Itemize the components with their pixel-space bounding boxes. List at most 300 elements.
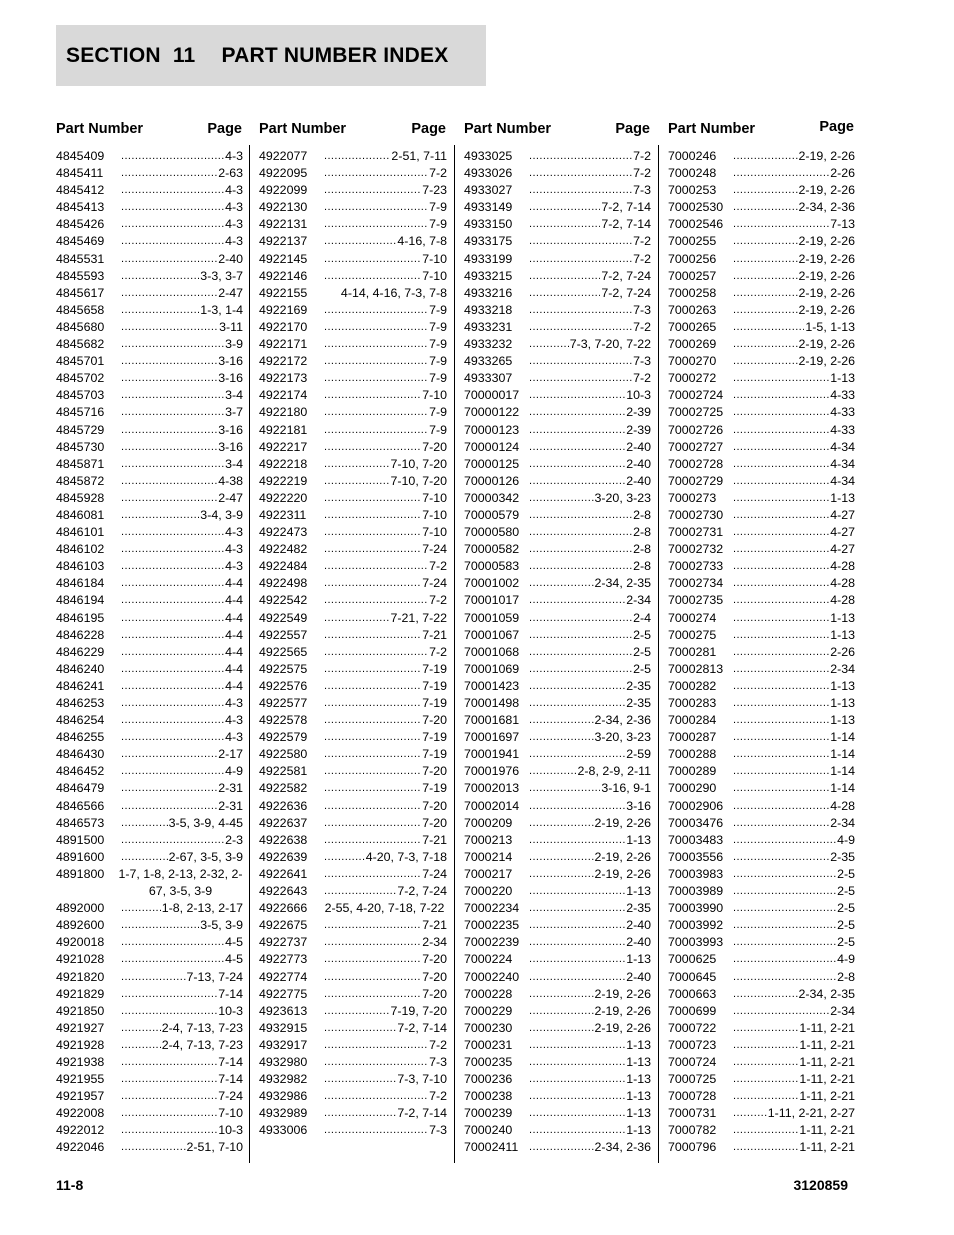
column-divider [658,145,659,1163]
index-entry [56,1088,243,1105]
page-reference: 3-16 [218,371,243,386]
index-column-2 [259,120,447,1139]
part-number: 4845703 [56,388,105,403]
part-number: 4922565 [259,644,308,659]
part-number: 4932915 [259,1020,308,1035]
index-entry [464,473,651,490]
part-number: 4922131 [259,217,308,232]
index-entry [668,917,855,934]
page-reference: 2-19, 2-26 [798,234,855,249]
page-reference: 2-19, 2-26 [594,1003,651,1018]
index-entry [259,148,447,165]
page-reference: 1-13 [626,1089,651,1104]
dot-leader [733,422,829,439]
part-number: 4922008 [56,1106,105,1121]
part-number: 70002530 [668,200,724,215]
part-number: 4846241 [56,678,105,693]
page-reference: 4-9 [225,764,243,779]
part-number: 4922498 [259,576,308,591]
page-reference: 7-10 [422,268,447,283]
dot-leader [121,387,224,404]
index-entry [56,1020,243,1037]
dot-leader [121,473,217,490]
index-entry [259,883,447,900]
part-number: 70000582 [464,542,520,557]
part-number: 70001681 [464,713,520,728]
dot-leader [529,507,632,524]
index-entry [668,661,855,678]
page-reference: 7-21 [422,918,447,933]
part-number: 4846573 [56,815,105,830]
page-reference: 2-5 [633,644,651,659]
part-number: 4922130 [259,200,308,215]
page-reference: 3-11 [219,319,243,334]
page-reference: 7-3 [429,1123,447,1138]
index-entry [259,575,447,592]
dot-leader [324,404,428,421]
part-number: 7000281 [668,644,717,659]
part-number: 7000645 [668,969,717,984]
dot-leader [324,302,428,319]
page-reference: 1-13 [626,832,651,847]
index-entry [464,644,651,661]
part-number: 7000722 [668,1020,717,1035]
index-entry [464,148,651,165]
index-entry [56,1139,243,1156]
index-entry [259,1037,447,1054]
part-number-heading: Part Number [668,121,756,137]
page-reference: 7-9 [429,337,447,352]
index-entry [464,1088,651,1105]
part-number: 4921850 [56,1003,105,1018]
part-number: 4932989 [259,1106,308,1121]
part-number: 7000217 [464,866,513,881]
part-number: 7000273 [668,490,717,505]
dot-leader [733,849,829,866]
index-entry [56,302,243,319]
page-reference: 2-8 [837,969,855,984]
part-number: 7000272 [668,371,717,386]
part-number: 4922775 [259,986,308,1001]
page-reference: 2-35 [626,901,651,916]
part-number: 4845413 [56,200,105,215]
page-reference: 4-28 [830,593,855,608]
page-heading: Page [819,119,854,135]
page-reference: 4-33 [830,388,855,403]
index-entry [56,900,243,917]
part-number: 70000125 [464,456,520,471]
page-reference: 4-4 [225,593,243,608]
page-reference: 3-20, 3-23 [594,490,651,505]
part-number: 4845682 [56,337,105,352]
index-entry [668,507,855,524]
index-entry [464,900,651,917]
dot-leader [733,199,798,216]
index-entry [668,746,855,763]
page-reference: 4-9 [837,832,855,847]
part-number: 7000270 [668,354,717,369]
dot-leader [733,216,829,233]
part-number: 7000256 [668,251,717,266]
dot-leader [121,422,217,439]
part-number: 4846081 [56,507,105,522]
part-number: 4922643 [259,884,308,899]
page-heading: Page [207,121,242,137]
part-number: 70001059 [464,610,520,625]
part-number: 7000238 [464,1089,513,1104]
index-entry [668,268,855,285]
index-entry [464,780,651,797]
dot-leader [529,336,569,353]
page-reference: 7-19 [422,678,447,693]
dot-leader [529,1054,625,1071]
part-number: 7000724 [668,1054,717,1069]
dot-leader [324,1037,428,1054]
dot-leader [733,917,836,934]
index-entry [56,268,243,285]
dot-leader [121,302,199,319]
dot-leader [529,592,625,609]
index-entry [464,883,651,900]
page-reference: 2-35 [830,849,855,864]
dot-leader [121,285,217,302]
part-number: 70000579 [464,507,520,522]
page-reference: 7-9 [429,371,447,386]
page-reference: 2-5 [837,918,855,933]
dot-leader [733,1122,798,1139]
part-number: 4922046 [56,1140,105,1155]
page-reference: 1-5, 1-13 [805,319,855,334]
part-number: 7000275 [668,627,717,642]
index-entry [668,216,855,233]
index-entry [56,251,243,268]
index-entry [56,473,243,490]
index-entry [56,182,243,199]
part-number: 4846479 [56,781,105,796]
part-number: 70000017 [464,388,520,403]
part-number: 7000236 [464,1072,513,1087]
page-reference: 7-21 [422,832,447,847]
part-number: 7000246 [668,149,717,163]
page-reference: 7-20 [422,439,447,454]
part-number: 7000663 [668,986,717,1001]
index-entry [56,695,243,712]
dot-leader [733,763,829,780]
page-reference: 1-13 [830,696,855,710]
page-reference: 2-3 [225,832,243,847]
part-number: 4922637 [259,815,308,830]
dot-leader [733,661,829,678]
part-number: 4846101 [56,525,105,540]
index-entry [668,866,855,883]
page-reference: 2-34, 2-36 [594,713,651,728]
part-number: 70003983 [668,866,724,881]
part-number: 70003993 [668,935,724,950]
page-reference: 4-34 [830,439,855,454]
dot-leader [324,268,421,285]
dot-leader [529,1105,625,1122]
page-reference: 4-38 [218,473,243,488]
page-reference: 7-10 [422,251,447,266]
dot-leader [733,1088,798,1105]
index-entry [668,1071,855,1088]
index-entry [464,592,651,609]
page-reference: 7-2, 7-14 [397,1020,447,1035]
dot-leader [733,456,829,473]
part-number: 7000782 [668,1123,717,1138]
page-reference: 2-47 [218,490,243,505]
page-reference: 2-63 [218,166,243,181]
page-reference: 7-10 [422,507,447,522]
part-number: 70002234 [464,901,520,916]
part-number: 7000282 [668,678,717,693]
index-entry [668,900,855,917]
index-entry [259,404,447,421]
dot-leader [121,832,224,849]
index-entry [464,866,651,883]
dot-leader [324,832,421,849]
dot-leader [529,849,594,866]
dot-leader [733,780,829,797]
document-number: 3120859 [793,1177,848,1193]
dot-leader [324,233,396,250]
part-number: 4922578 [259,713,308,728]
index-entry [464,524,651,541]
index-entry [259,165,447,182]
index-entry [668,798,855,815]
dot-leader [121,1139,186,1156]
index-entry [56,439,243,456]
part-number: 4923613 [259,1003,308,1018]
dot-leader [733,1054,798,1071]
dot-leader [121,1122,217,1139]
part-number: 4846566 [56,798,105,813]
part-number: 4845593 [56,268,105,283]
dot-leader [529,165,632,182]
page-reference: 7-2 [429,644,447,659]
dot-leader [324,336,428,353]
page-reference: 1-13 [830,627,855,642]
dot-leader [733,404,829,421]
index-column-3 [464,120,651,1157]
page-reference: 7-2 [633,251,651,266]
dot-leader [121,1088,217,1105]
part-number: 4933265 [464,354,513,369]
dot-leader [529,900,625,917]
dot-leader [529,473,625,490]
part-number: 70003476 [668,815,724,830]
part-number: 70000342 [464,490,520,505]
index-entry [259,268,447,285]
index-entry [259,439,447,456]
dot-leader [733,592,829,609]
index-entry [668,302,855,319]
index-entry [464,251,651,268]
part-number: 4922675 [259,918,308,933]
dot-leader [529,1088,625,1105]
part-number: 4845730 [56,439,105,454]
dot-leader [529,422,625,439]
index-entry [464,165,651,182]
dot-leader [121,695,224,712]
part-number: 7000239 [464,1106,513,1121]
index-rows [259,148,447,1139]
index-entry [259,815,447,832]
page-reference: 7-2 [633,234,651,249]
dot-leader [529,285,600,302]
dot-leader [733,387,829,404]
part-number: 4845658 [56,302,105,317]
dot-leader [121,268,199,285]
dot-leader [529,1003,594,1020]
page-reference: 7-13 [830,217,855,232]
page-reference: 7-2 [633,149,651,163]
part-number: 4922549 [259,610,308,625]
dot-leader [121,917,199,934]
part-number: 70002235 [464,918,520,933]
part-number: 4933216 [464,285,513,300]
page-reference: 2-40 [626,456,651,471]
part-number: 7000214 [464,849,513,864]
index-entry [56,148,243,165]
index-entry [668,592,855,609]
dot-leader [529,233,632,250]
dot-leader [529,951,625,968]
dot-leader [324,849,365,866]
index-entry [259,592,447,609]
dot-leader [121,490,217,507]
dot-leader [324,507,421,524]
dot-leader [324,473,390,490]
page-reference: 1-11, 2-21 [799,1020,855,1035]
index-entry [668,951,855,968]
index-entry [464,815,651,832]
dot-leader [121,815,168,832]
dot-leader [324,387,421,404]
page-reference: 7-14 [218,986,243,1001]
dot-leader [733,934,836,951]
index-entry [668,627,855,644]
part-number: 4922155 [259,285,308,300]
index-entry [56,387,243,404]
page-reference: 4-28 [830,798,855,813]
index-entry [668,763,855,780]
dot-leader [324,934,421,951]
dot-leader [324,644,428,661]
index-entry [259,627,447,644]
page-reference: 1-13 [830,713,855,728]
page-reference: 7-10 [422,388,447,403]
page-reference: 3-16 [218,439,243,454]
index-entry [259,1003,447,1020]
dot-leader [121,233,224,250]
part-number: 4922180 [259,405,308,420]
page-reference: 7-24 [422,542,447,557]
dot-leader [733,541,829,558]
dot-leader [733,439,829,456]
page-reference: 7-10, 7-20 [390,473,447,488]
part-number: 70001068 [464,644,520,659]
index-entry [668,319,855,336]
index-entry [259,507,447,524]
part-number: 70000583 [464,559,520,574]
page-reference: 7-14 [218,1054,243,1069]
page-reference: 2-26 [830,644,855,659]
index-entry [56,541,243,558]
index-entry [56,1037,243,1054]
dot-leader [121,986,217,1003]
part-number: 4891800 [56,866,105,881]
page-reference: 7-2 [429,593,447,608]
index-entry [259,900,447,917]
dot-leader [529,969,625,986]
index-entry [259,319,447,336]
dot-leader [529,558,632,575]
index-entry [259,849,447,866]
dot-leader [121,1054,217,1071]
index-entry [259,917,447,934]
page-reference: 3-4 [225,456,243,471]
dot-leader [733,473,829,490]
part-number: 70002726 [668,422,724,437]
page-reference: 7-19 [422,661,447,676]
dot-leader [529,610,632,627]
page-reference: 4-5 [225,952,243,967]
dot-leader [529,490,594,507]
page-reference: 2-34, 2-36 [798,200,855,215]
dot-leader [324,951,421,968]
index-entry [259,729,447,746]
index-rows [464,148,651,1157]
part-number: 4922172 [259,354,308,369]
page-reference: 7-23 [422,183,447,198]
index-entry [464,763,651,780]
page-reference: 1-11, 2-21 [799,1089,855,1104]
page-reference: 3-9 [225,337,243,352]
part-number: 4845928 [56,490,105,505]
part-number: 4922311 [259,507,307,522]
part-number: 70002813 [668,661,724,676]
part-number: 4932917 [259,1037,308,1052]
index-entry [464,832,651,849]
dot-leader [324,1003,390,1020]
dot-leader [324,866,421,883]
part-number: 70000122 [464,405,520,420]
index-entry [56,404,243,421]
page-reference: 4-20, 7-3, 7-18 [365,849,447,864]
dot-leader [733,507,829,524]
index-entry [56,934,243,951]
index-entry [464,490,651,507]
page-reference: 4-4 [225,661,243,676]
page-reference: 4-3 [225,559,243,574]
page-reference: 7-13, 7-24 [186,969,243,984]
part-number: 70002240 [464,969,520,984]
part-number: 70001498 [464,696,520,710]
page-reference: 2-40 [626,969,651,984]
dot-leader [733,951,836,968]
part-number: 4921927 [56,1020,105,1035]
index-entry [56,866,243,900]
dot-leader [733,678,829,695]
part-number-heading: Part Number [464,121,552,137]
index-entry [56,763,243,780]
index-entry [668,524,855,541]
index-entry [56,1122,243,1139]
part-number: 4922218 [259,456,308,471]
page-reference: 7-24 [422,576,447,591]
page-reference: 7-9 [429,405,447,420]
